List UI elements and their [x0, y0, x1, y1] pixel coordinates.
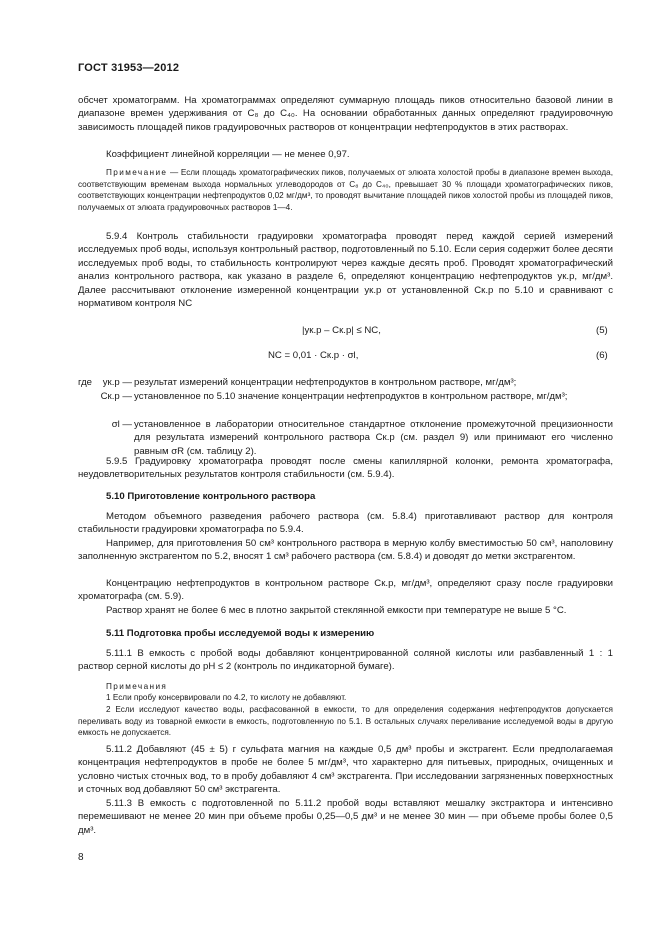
paragraph-5-10-storage: Раствор хранят не более 6 мес в плотно закрытой стеклянной емкости при температуре не выше 5 °C. [106, 605, 567, 616]
formula-6: NC = 0,01 · Cк.р · σl, [268, 350, 359, 361]
definition-2-symbol: Cк.р — [100, 391, 132, 402]
formula-6-number: (6) [596, 350, 608, 361]
note-text: — Если площадь хроматографических пиков, получаемых от элюата холостой пробы в диапазоне времен выхода, соответствующим временам выхода нормальных углеводородов от C₈ до C₄₀, превышает 30 % площади хроматографических пиков, соответствующих концентрации нефтепродуктов 0,02 мг/дм³, то проводят вычитание площадей пиков холостой пробы из площадей пиков, получаемых от элюата градуировочных растворов 1—4. [78, 168, 613, 212]
document-header: ГОСТ 31953—2012 [78, 62, 180, 74]
note-label: Примечание [106, 168, 168, 177]
paragraph-5-11-3: 5.11.3 В емкость с подготовленной по 5.11.2 пробой воды вставляют мешалку экстрактора и интенсивно перемешивают не менее 20 мин при объеме пробы 0,25—0,5 дм³ и не менее 30 мин — при объеме пробы более 0,5 дм³. [78, 798, 613, 836]
section-5-11-title: 5.11 Подготовка пробы исследуемой воды к измерению [106, 628, 375, 639]
paragraph-5-10-example: Например, для приготовления 50 см³ контрольного раствора в мерную колбу вместимостью 50 см³, наполовину заполненную экстрагентом по 5.2, вносят 1 см³ рабочего раствора (см. 5.8.4) и доводят до метки экстрагентом. [78, 538, 613, 563]
definition-3-text: установленное в лаборатории относительное стандартное отклонение промежуточной прецизионности для результата измерений контрольного раствора Cк.р (см. раздел 9) или принимают его численно равным σR (см. таблицу 2). [134, 419, 613, 457]
definition-3-symbol: σl — [111, 419, 132, 430]
paragraph-5-10-concentration: Концентрацию нефтепродуктов в контрольном растворе Cк.р, мг/дм³, определяют сразу после градуировки хроматографа (см. 5.9). [78, 578, 613, 603]
paragraph-5-9-5: 5.9.5 Градуировку хроматографа проводят после смены капиллярной колонки, ремонта хроматографа, неудовлетворительных результатов контроля стабильности (см. 5.9.4). [78, 456, 613, 481]
note-1: 1 Если пробу консервировали по 4.2, то кислоту не добавляют. [106, 693, 347, 702]
formula-5: |yк.р – Cк.р| ≤ NC, [302, 325, 381, 336]
paragraph-chromatogram-processing: обсчет хроматограмм. На хроматограммах определяют суммарную площадь пиков относительно базовой линии в диапазоне времен удерживания от C₈ до C₄₀. На основании обработанных данных определяют градуировочную зависимость площадей пиков градуировочных растворов от концентрации нефтепродуктов в этих растворах. [78, 95, 613, 133]
note-blank-sample [78, 167, 613, 213]
notes-label-text: Примечания [106, 682, 168, 691]
definition-1-symbol: yк.р — [102, 377, 132, 388]
paragraph-5-11-2: 5.11.2 Добавляют (45 ± 5) г сульфата магния на каждые 0,5 дм³ пробы и экстрагент. Если предполагаемая концентрация нефтепродуктов в пробе не более 5 мг/дм³, что характерно для питьевых, природных, очищенных и условно чистых сточных вод, то в пробу добавляют 4 см³ экстрагента. При исследовании загрязненных поверхностных и сточных вод добавляют 50 см³ экстрагента. [78, 744, 613, 796]
definition-2-text: установленное по 5.10 значение концентрации нефтепродуктов в контрольном растворе, мг/дм³; [134, 391, 568, 402]
section-5-10-title: 5.10 Приготовление контрольного раствора [106, 491, 316, 502]
notes-label [106, 681, 167, 693]
definition-1-text: результат измерений концентрации нефтепродуктов в контрольном растворе, мг/дм³; [134, 377, 517, 388]
page-number: 8 [78, 852, 84, 863]
paragraph-5-10-method: Методом объемного разведения рабочего раствора (см. 5.8.4) приготавливают раствор для контроля стабильности градуировки хроматографа по 5.9.4. [78, 511, 613, 536]
paragraph-correlation: Коэффициент линейной корреляции — не менее 0,97. [106, 149, 350, 160]
paragraph-5-9-4: 5.9.4 Контроль стабильности градуировки хроматографа проводят перед каждой серией измерений исследуемых проб воды, используя контрольный раствор, подготовленный по 5.10. Если серия содержит более десяти исследуемых проб воды, то стабильность контролируют через каждые десять проб. Проводят хроматографический анализ контрольного раствора, как указано в разделе 6, определяют концентрацию нефтепродуктов yк.р, мг/дм³. Далее рассчитывают отклонение измеренной концентрации yк.р от установленной Cк.р по 5.10 и сравнивают с нормативом контроля NC [78, 231, 613, 310]
paragraph-5-11-1: 5.11.1 В емкость с пробой воды добавляют концентрированной соляной кислоты или разбавленный 1 : 1 раствор серной кислоты до pH ≤ 2 (контроль по индикаторной бумаге). [78, 648, 613, 673]
where-word: где [78, 377, 93, 388]
note-2: 2 Если исследуют качество воды, расфасованной в емкости, то для определения содержания нефтепродуктов допускается переливать воду из товарной емкости в емкость, подготовленную по 5.1. В остальных случаях переливание исследуемой воды в другую емкость не допускается. [78, 705, 613, 738]
formula-5-number: (5) [596, 325, 608, 336]
